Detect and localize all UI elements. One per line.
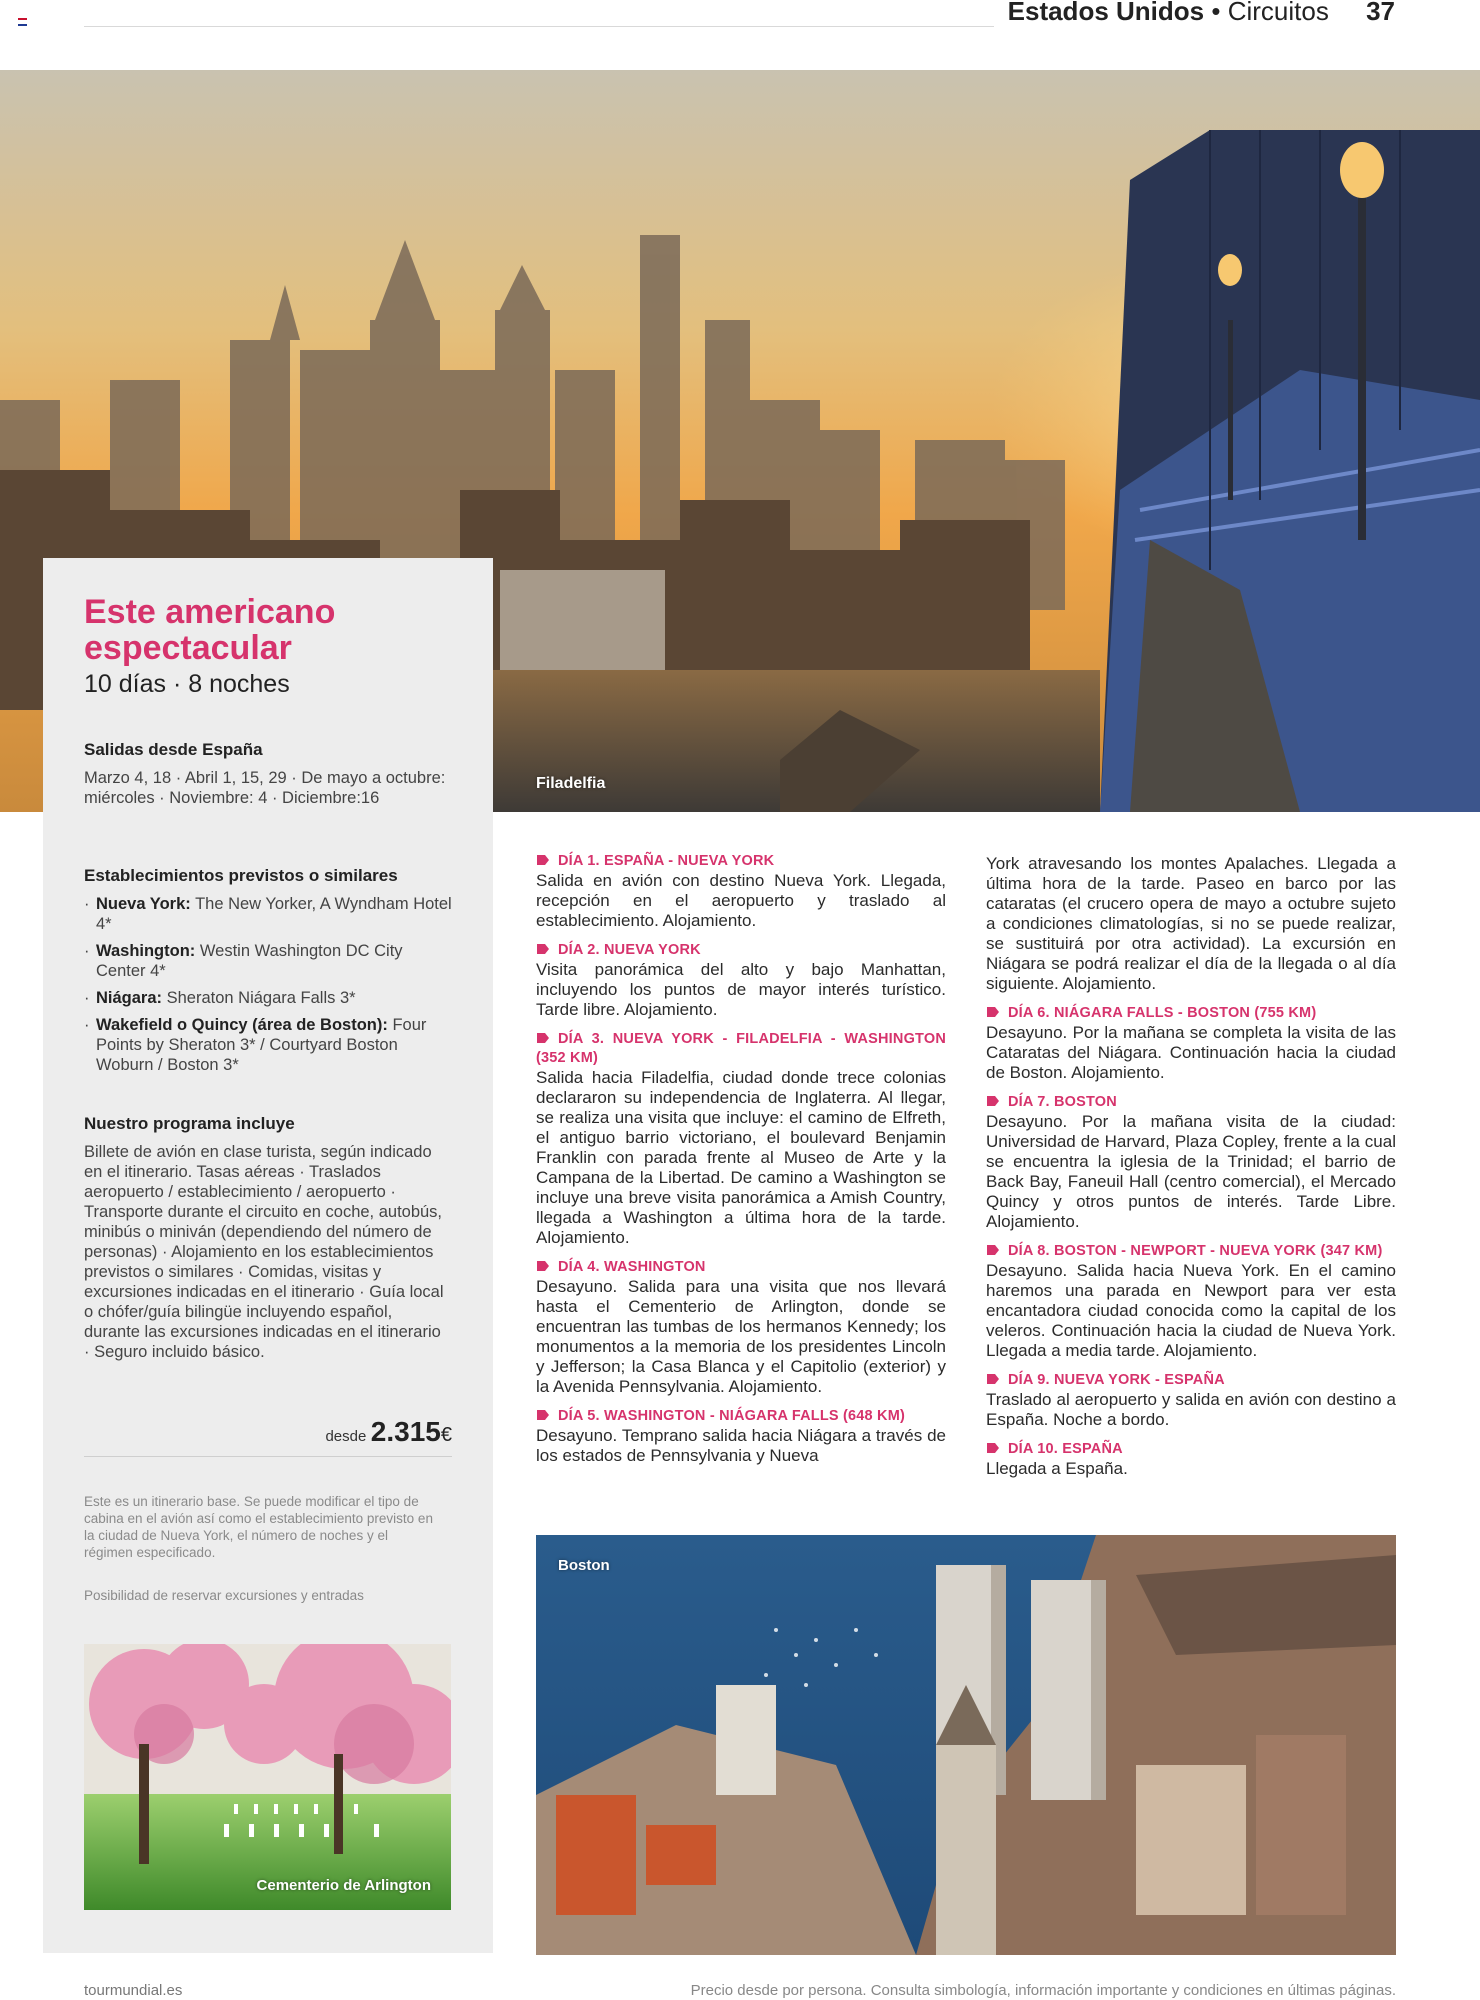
day-heading: DÍA 10. ESPAÑA (1008, 1441, 1123, 1457)
day-heading: DÍA 9. NUEVA YORK - ESPAÑA (1008, 1372, 1225, 1388)
day-marker-icon (986, 1095, 1000, 1107)
day-text: Visita panorámica del alto y bajo Manhattan, incluyendo los puntos de mayor interés turístico. Tarde libre. Alojamiento. (536, 960, 946, 1019)
day-text: Traslado al aeropuerto y salida en avión con destino a España. Noche a bordo. (986, 1390, 1396, 1429)
itinerary-note: Este es un itinerario base. Se puede modificar el tipo de cabina en el avión así como el establecimiento previsto en la ciudad de Nueva York, el número de noches y el régimen especificado. (84, 1494, 433, 1560)
itinerary-column-1 (536, 852, 946, 1476)
hotels-list (84, 894, 454, 1082)
day-heading: DÍA 2. NUEVA YORK (558, 942, 701, 958)
day-heading: DÍA 7. BOSTON (1008, 1094, 1117, 1110)
day-heading: DÍA 1. ESPAÑA - NUEVA YORK (558, 853, 775, 869)
day-marker-icon (986, 1006, 1000, 1018)
day-text: Desayuno. Salida para una visita que nos llevará hasta el Cementerio de Arlington, donde se encuentran las tumbas de los hermanos Kennedy; los monumentos a la memoria de los presidentes Lincoln y Jefferson; la Casa Blanca y el Capitolio (exterior) y la Avenida Pennsylvania. Alojamiento. (536, 1277, 946, 1396)
trip-title: Este americano espectacular (84, 593, 336, 667)
day-heading: DÍA 5. WASHINGTON - NIÁGARA FALLS (648 KM) (558, 1408, 906, 1424)
day-heading: DÍA 8. BOSTON - NEWPORT - NUEVA YORK (347 KM) (1008, 1243, 1383, 1259)
hotel-item: · Nueva York: The New Yorker, A Wyndham Hotel 4* (84, 894, 454, 934)
day-marker-icon (536, 854, 550, 866)
departures-text: Marzo 4, 18 · Abril 1, 15, 29 · De mayo a octubre: miércoles · Noviembre: 4 · Diciembre:16 (84, 769, 446, 807)
boston-caption: Boston (558, 1557, 610, 1574)
price-prefix: desde (325, 1428, 367, 1445)
day-text: Desayuno. Salida hacia Nueva York. En el camino haremos una parada en Newport para ver esta encantadora ciudad conocida como la capital de los veleros. Continuación hacia la ciudad de Nueva York. Llegada a media tarde. Alojamiento. (986, 1261, 1396, 1360)
itinerary-day (536, 1407, 946, 1466)
excursions-note: Posibilidad de reservar excursiones y entradas (84, 1588, 364, 1603)
footer-disclaimer: Precio desde por persona. Consulta simbología, información importante y condiciones en últimas páginas. (690, 1982, 1396, 1999)
flag-icon (18, 18, 27, 26)
header-section: Circuitos (1227, 0, 1329, 26)
itinerary-day (536, 1258, 946, 1397)
day-text: Salida en avión con destino Nueva York. Llegada, recepción en el aeropuerto y traslado al establecimiento. Alojamiento. (536, 871, 946, 930)
price-value: 2.315 (370, 1416, 441, 1447)
header-rule (84, 26, 994, 27)
hotel-item: · Niágara: Sheraton Niágara Falls 3* (84, 988, 454, 1008)
trip-info-panel (43, 558, 493, 1953)
itinerary-day (536, 1030, 946, 1248)
day-text: Desayuno. Por la mañana se completa la visita de las Cataratas del Niágara. Continuación hacia la ciudad de Boston. Alojamiento. (986, 1023, 1396, 1082)
itinerary-day (986, 1440, 1396, 1479)
header-separator: • (1211, 0, 1221, 26)
boston-photo (536, 1535, 1396, 1955)
page-header (1008, 0, 1395, 27)
day-marker-icon (986, 1442, 1000, 1454)
page-number: 37 (1366, 0, 1395, 26)
departures-title: Salidas desde España (84, 740, 263, 759)
trip-duration: 10 días · 8 noches (84, 670, 290, 698)
itinerary-day (986, 1242, 1396, 1361)
day-marker-icon (536, 1032, 550, 1044)
hotels-title: Establecimientos previstos o similares (84, 866, 398, 885)
day-text: Llegada a España. (986, 1459, 1128, 1478)
itinerary-day (986, 1371, 1396, 1430)
includes-title: Nuestro programa incluye (84, 1114, 295, 1133)
day-text: Salida hacia Filadelfia, ciudad donde trece colonias declararon su independencia de Inglaterra. Al llegar, se realiza una visita que incluye: el camino de Elfreth, el antiguo barrio victoriano, el boulevard Benjamin Franklin con parada frente al Museo de Arte y la Campana de la Libertad. De camino a Washington se incluye una breve visita panorámica a Amish Country, llegada a Washington a última hora de la tarde. Alojamiento. (536, 1068, 946, 1247)
itinerary-day (986, 1004, 1396, 1083)
arlington-caption: Cementerio de Arlington (256, 1877, 431, 1894)
day-text: Desayuno. Temprano salida hacia Niágara a través de los estados de Pennsylvania y Nueva (536, 1426, 946, 1465)
day-marker-icon (986, 1244, 1000, 1256)
price-block (84, 1416, 452, 1457)
itinerary-day (536, 941, 946, 1020)
day-marker-icon (536, 943, 550, 955)
hotel-item: · Washington: Westin Washington DC City Center 4* (84, 941, 454, 981)
includes-text: Billete de avión en clase turista, según indicado en el itinerario. Tasas aéreas · Traslados aeropuerto / establecimiento / aeropuerto · Transporte durante el circuito en coche, autobús, minibús o miniván (dependiendo del número de personas) · Alojamiento en los establecimientos previstos o similares · Comidas, visitas y excursiones indicadas en el itinerario · Guía local o chófer/guía bilingüe incluyendo español, durante las excursiones indicadas en el itinerario · Seguro incluido básico. (84, 1143, 444, 1361)
day-heading: DÍA 4. WASHINGTON (558, 1259, 706, 1275)
price-currency: € (440, 1424, 452, 1446)
hero-caption: Filadelfia (536, 775, 606, 792)
footer-website[interactable]: tourmundial.es (84, 1982, 183, 1999)
day-marker-icon (986, 1373, 1000, 1385)
day-marker-icon (536, 1409, 550, 1421)
day-text-continued: York atravesando los montes Apalaches. Llegada a última hora de la tarde. Paseo en barco por las cataratas (el crucero opera de mayo a octubre sujeto a condiciones climatologías, si no se puede realizar, se sustituirá por otra actividad). La excursión en Niágara se podrá realizar el día de la llegada o al día siguiente. Alojamiento. (986, 854, 1396, 993)
header-country: Estados Unidos (1007, 0, 1205, 26)
day-text: Desayuno. Por la mañana visita de la ciudad: Universidad de Harvard, Plaza Copley, frente a la cual se encuentra la iglesia de la Trinidad; el barrio de Back Bay, Faneuil Hall (centro comercial), el Mercado Quincy y otros puntos de interés. Tarde Libre. Alojamiento. (986, 1112, 1396, 1231)
day-marker-icon (536, 1260, 550, 1272)
itinerary-day (536, 852, 946, 931)
arlington-photo (84, 1644, 451, 1910)
day-heading: DÍA 6. NIÁGARA FALLS - BOSTON (755 KM) (1008, 1005, 1317, 1021)
hotel-item: · Wakefield o Quincy (área de Boston): Four Points by Sheraton 3* / Courtyard Boston Woburn / Boston 3* (84, 1015, 454, 1075)
day-heading: DÍA 3. NUEVA YORK - FILADELFIA - WASHINGTON (352 KM) (536, 1031, 946, 1066)
itinerary-column-2 (986, 854, 1396, 1489)
itinerary-day (986, 1093, 1396, 1232)
